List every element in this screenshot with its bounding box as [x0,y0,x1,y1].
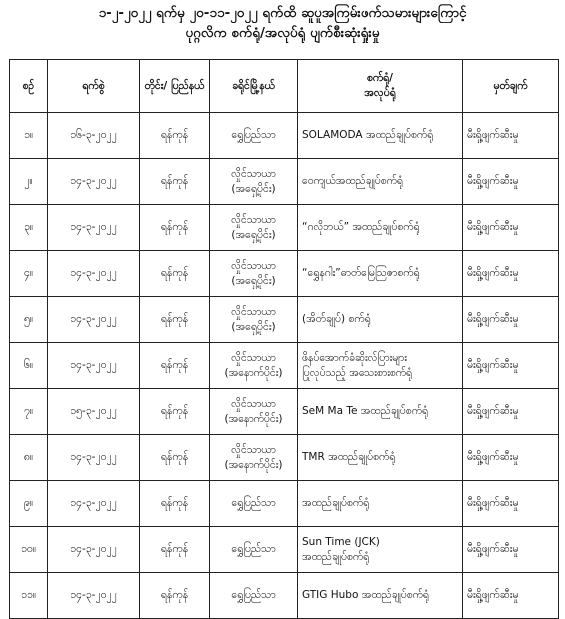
table-row [10,573,559,619]
cell-remark [463,343,559,389]
cell-township [210,435,298,481]
cell-region-line-1: ရန်ကုန် [160,451,189,463]
cell-factory [298,481,463,527]
cell-no-line-1: ၆။ [23,359,34,371]
cell-region-line-1: ရန်ကုန် [160,405,189,417]
cell-region [140,435,210,481]
cell-remark [463,159,559,205]
table-body [10,113,559,619]
cell-factory-line-1: ဝေကျယ်အထည်ချုပ်စက်ရုံ [302,175,403,187]
table-row [10,251,559,297]
cell-region [140,113,210,159]
cell-township-line-1: ရွှေပြည်သာ [231,129,276,141]
cell-township [210,251,298,297]
cell-region-line-1: ရန်ကုန် [160,175,189,187]
cell-remark [463,251,559,297]
table-row [10,481,559,527]
cell-township-line-1: လှိုင်သာယာ [231,351,276,364]
cell-date [48,481,140,527]
table-row [10,297,559,343]
cell-factory-line-1: SeM Ma Te အထည်ချုပ်စက်ရုံ [302,405,428,417]
cell-remark-line-1: မီးရှို့ဖျက်ဆီးမှု [467,267,519,279]
cell-region [140,251,210,297]
cell-township [210,159,298,205]
cell-date-line-1: ၁၄-၃-၂၀၂၂ [70,359,117,371]
cell-remark-line-1: မီးရှို့ဖျက်ဆီးမှု [467,359,519,371]
cell-remark [463,481,559,527]
cell-township-line-1: ရွှေပြည်သာ [231,497,276,509]
cell-factory-line-1: TMR အထည်ချုပ်စက်ရုံ [302,451,396,463]
cell-township [210,527,298,573]
cell-date [48,205,140,251]
cell-remark-line-1: မီးရှို့ဖျက်ဆီးမှု [467,221,519,233]
header-no: စဉ် [10,60,48,113]
table-row [10,159,559,205]
cell-region-line-1: ရန်ကုန် [160,543,189,555]
cell-remark [463,527,559,573]
table-row [10,435,559,481]
cell-township-line-1: လှိုင်သာယာ [231,397,276,410]
cell-region-line-1: ရန်ကုန် [160,129,189,141]
cell-township-line-1: လှိုင်သာယာ [231,213,276,226]
header-factory [298,60,463,113]
cell-township-line-1: ရွှေပြည်သာ [231,589,276,601]
document-title-line-2: ပုဂ္ဂလိက စက်ရုံ/အလုပ်ရုံ ပျက်စီးဆုံးရှုံးမှု [185,25,380,41]
cell-region [140,343,210,389]
cell-township-line-1: လှိုင်သာယာ [231,443,276,456]
cell-factory [298,113,463,159]
cell-region [140,527,210,573]
cell-remark-line-1: မီးရှို့ဖျက်ဆီးမှု [467,405,519,417]
cell-remark [463,205,559,251]
header-township: ခရိုင်မြို့နယ် [210,60,298,113]
cell-township [210,205,298,251]
cell-no-line-1: ၃။ [23,221,34,233]
cell-region-line-1: ရန်ကုန် [160,589,189,601]
cell-township-line-1: လှိုင်သာယာ [231,167,276,180]
cell-no [10,205,48,251]
header-remark: မှတ်ချက် [463,60,559,113]
cell-factory-line-1: SOLAMODA အထည်ချုပ်စက်ရုံ [302,129,434,141]
cell-region-line-1: ရန်ကုန် [160,221,189,233]
cell-no-line-1: ၇။ [23,405,34,417]
header-factory-line-1: စက်ရုံ/ [366,72,394,84]
cell-township-line-2: (အရှေ့ပိုင်း) [231,320,276,333]
cell-date-line-1: ၁၄-၃-၂၀၂၂ [70,313,117,325]
cell-factory-line-1: အထည်ချုပ်စက်ရုံ [302,497,370,509]
table-header-row [10,60,559,113]
cell-date-line-1: ၁၅-၃-၂၀၂၂ [70,405,117,417]
cell-township-line-2: (အရှေ့ပိုင်း) [231,182,276,195]
cell-region [140,481,210,527]
cell-factory [298,205,463,251]
cell-township-line-2: (အရှေ့ပိုင်း) [231,228,276,241]
cell-no-line-1: ၉။ [23,497,34,509]
cell-township [210,297,298,343]
cell-factory [298,435,463,481]
cell-region [140,159,210,205]
cell-township-line-2: (အနောက်ပိုင်း) [224,366,283,379]
cell-no-line-1: ၁၁။ [21,589,36,601]
header-region: တိုင်း/ ပြည်နယ် [140,60,210,113]
cell-date-line-1: ၁၄-၃-၂၀၂၂ [70,221,117,233]
cell-no [10,159,48,205]
cell-no [10,527,48,573]
cell-remark-line-1: မီးရှို့ဖျက်ဆီးမှု [467,497,519,509]
cell-remark-line-1: မီးရှို့ဖျက်ဆီးမှု [467,589,519,601]
cell-date-line-1: ၁၆-၃-၂၀၂၂ [70,129,117,141]
cell-no-line-1: ၅။ [23,313,34,325]
cell-no [10,435,48,481]
cell-factory-line-2: အထည်ချုပ်စက်ရုံ [302,550,370,563]
cell-no [10,389,48,435]
cell-date-line-1: ၁၄-၃-၂၀၂၂ [70,175,117,187]
table-row [10,113,559,159]
cell-region [140,297,210,343]
cell-region-line-1: ရန်ကုန် [160,497,189,509]
cell-remark [463,297,559,343]
cell-date [48,297,140,343]
cell-factory-line-1: “ရွှေနဂါး”ဓာတ်မြေဩဇာစက်ရုံ [302,267,420,279]
table-row [10,205,559,251]
cell-remark-line-1: မီးရှို့ဖျက်ဆီးမှု [467,543,519,555]
cell-no-line-1: ၁။ [23,129,34,141]
cell-township [210,113,298,159]
cell-remark-line-1: မီးရှို့ဖျက်ဆီးမှု [467,313,519,325]
cell-township-line-2: (အနောက်ပိုင်း) [224,458,283,471]
table-row [10,527,559,573]
cell-date [48,251,140,297]
cell-factory-line-1: GTIG Hubo အထည်ချုပ်စက်ရုံ [302,589,429,601]
cell-no [10,297,48,343]
cell-date-line-1: ၁၄-၃-၂၀၂၂ [70,543,117,555]
cell-no-line-1: ၁၀။ [21,543,36,555]
header-date: ရက်စွဲ [48,60,140,113]
cell-factory [298,389,463,435]
cell-date [48,159,140,205]
header-factory-line-2: အလုပ်ရုံ [364,87,396,99]
cell-remark-line-1: မီးရှို့ဖျက်ဆီးမှု [467,129,519,141]
cell-date [48,343,140,389]
cell-no [10,481,48,527]
cell-no-line-1: ၈။ [23,451,34,463]
cell-factory [298,159,463,205]
cell-township [210,573,298,619]
cell-township-line-1: လှိုင်သာယာ [231,305,276,318]
cell-township-line-2: (အရှေ့ပိုင်း) [231,274,276,287]
cell-no [10,251,48,297]
cell-date-line-1: ၁၄-၃-၂၀၂၂ [70,589,117,601]
cell-factory [298,297,463,343]
cell-date-line-1: ၁၄-၃-၂၀၂၂ [70,451,117,463]
damage-table [9,59,559,619]
cell-no-line-1: ၄။ [23,267,34,279]
cell-factory [298,573,463,619]
cell-region [140,389,210,435]
cell-township [210,481,298,527]
cell-factory [298,527,463,573]
cell-factory-line-2: ပြုလုပ်သည့် အသေးစားစက်ရုံ [302,366,413,379]
cell-factory [298,251,463,297]
cell-township [210,343,298,389]
cell-date [48,389,140,435]
cell-remark [463,435,559,481]
cell-no-line-1: ၂။ [24,175,33,187]
document-title-line-1: ၁-၂-၂၀၂၂ ရက်မှ ၂၀-၁၁-၂၀၂၂ ရက်ထိ ဆူပူအကြမ်းဖက်သမားများကြောင့် [98,5,467,21]
cell-township [210,389,298,435]
cell-no [10,343,48,389]
cell-remark [463,113,559,159]
cell-remark [463,573,559,619]
cell-township-line-1: ရွှေပြည်သာ [231,543,276,555]
cell-region-line-1: ရန်ကုန် [160,267,189,279]
cell-factory-line-1: (အိတ်ချုပ်) စက်ရုံ [302,313,371,325]
cell-date [48,435,140,481]
cell-region-line-1: ရန်ကုန် [160,313,189,325]
table-row [10,389,559,435]
cell-region-line-1: ရန်ကုန် [160,359,189,371]
cell-no [10,113,48,159]
cell-township-line-1: လှိုင်သာယာ [231,259,276,272]
cell-factory-line-1: Sun Time (JCK) [302,535,380,548]
cell-region [140,573,210,619]
cell-date-line-1: ၁၄-၃-၂၀၂၂ [70,267,117,279]
cell-factory-line-1: ဖိနပ်အောက်ခံဆိုးလ်ပြားများ [302,351,407,364]
cell-remark [463,389,559,435]
cell-no [10,573,48,619]
table-row [10,343,559,389]
cell-factory-line-1: “ဂလိုဘယ်” အထည်ချုပ်စက်ရုံ [302,221,420,233]
cell-date [48,113,140,159]
cell-date-line-1: ၁၄-၃-၂၀၂၂ [70,497,117,509]
cell-date [48,573,140,619]
cell-date [48,527,140,573]
cell-region [140,205,210,251]
cell-township-line-2: (အနောက်ပိုင်း) [224,412,283,425]
cell-remark-line-1: မီးရှို့ဖျက်ဆီးမှု [467,451,519,463]
cell-factory [298,343,463,389]
cell-remark-line-1: မီးရှို့ဖျက်ဆီးမှု [467,175,519,187]
